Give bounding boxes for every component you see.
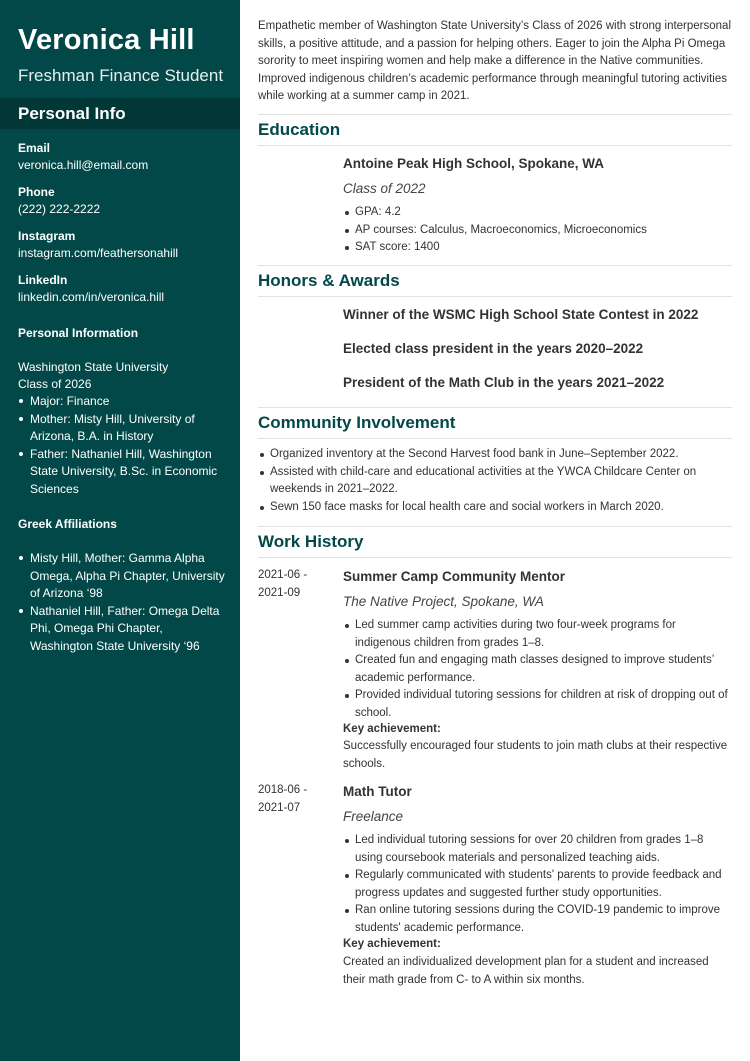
divider	[258, 114, 732, 115]
school-class: Class of 2022	[343, 181, 426, 196]
list-item: AP courses: Calculus, Macroeconomics, Microeconomics	[343, 222, 732, 240]
divider	[258, 438, 732, 439]
email-value[interactable]: veronica.hill@email.com	[18, 158, 149, 172]
candidate-role: Freshman Finance Student	[18, 66, 224, 85]
list-item: Father: Nathaniel Hill, Washington State University, B.Sc. in Economic Sciences	[18, 446, 228, 499]
job-bullets	[343, 832, 732, 937]
job-title: Math Tutor	[343, 784, 412, 799]
honor-item: President of the Math Club in the years 2021–2022	[343, 375, 665, 390]
education-heading: Education	[258, 120, 341, 139]
university-text: Washington State University	[18, 360, 169, 374]
community-list	[258, 446, 732, 516]
greek-affiliations-label: Greek Affiliations	[18, 517, 117, 531]
divider	[258, 145, 732, 146]
key-achievement-label: Key achievement:	[343, 938, 441, 950]
list-item: Misty Hill, Mother: Gamma Alpha Omega, Alpha Pi Chapter, University of Arizona ‘98	[18, 550, 228, 603]
list-item: Led individual tutoring sessions for over 20 children from grades 1–8 using coursebook materials and personalized teaching aids.	[343, 832, 732, 867]
list-item: Provided individual tutoring sessions for children at risk of dropping out of school.	[343, 687, 732, 722]
linkedin-value[interactable]: linkedin.com/in/veronica.hill	[18, 290, 165, 304]
linkedin-label: LinkedIn	[18, 273, 68, 287]
list-item: Mother: Misty Hill, University of Arizona, B.A. in History	[18, 411, 228, 446]
instagram-value[interactable]: instagram.com/feathersonahill	[18, 246, 179, 260]
community-heading: Community Involvement	[258, 413, 456, 432]
divider	[258, 557, 732, 558]
candidate-name: Veronica Hill	[18, 24, 195, 56]
sidebar	[0, 0, 240, 1061]
list-item: Led summer camp activities during two four-week programs for indigenous children from grades 1–8.	[343, 617, 732, 652]
education-details	[343, 204, 732, 257]
list-item: Organized inventory at the Second Harvest food bank in June–September 2022.	[258, 446, 732, 464]
job-title: Summer Camp Community Mentor	[343, 569, 566, 584]
job-dates: 2021-06 - 2021-09	[258, 569, 308, 599]
school-name: Antoine Peak High School, Spokane, WA	[343, 156, 605, 171]
list-item: Major: Finance	[18, 393, 228, 411]
list-item: Ran online tutoring sessions during the COVID-19 pandemic to improve students' academic performance.	[343, 902, 732, 937]
email-label: Email	[18, 141, 51, 155]
honor-item: Elected class president in the years 2020–2022	[343, 341, 644, 356]
list-item: SAT score: 1400	[343, 239, 732, 257]
phone-value[interactable]: (222) 222-2222	[18, 202, 101, 216]
personal-info-list	[18, 393, 228, 498]
list-item: Assisted with child-care and educational activities at the YWCA Childcare Center on weekends in 2021–2022.	[258, 464, 732, 499]
job-bullets	[343, 617, 732, 722]
honors-heading: Honors & Awards	[258, 271, 400, 290]
job-org: The Native Project, Spokane, WA	[343, 594, 544, 609]
key-achievement-text: Successfully encouraged four students to join math clubs at their respective schools.	[343, 740, 728, 770]
key-achievement-text: Created an individualized development plan for a student and increased their math grade from C- to A within six months.	[343, 956, 709, 986]
job-dates: 2018-06 - 2021-07	[258, 784, 308, 814]
divider	[258, 296, 732, 297]
list-item: GPA: 4.2	[343, 204, 732, 222]
class-text: Class of 2026	[18, 377, 92, 391]
list-item: Created fun and engaging math classes designed to improve students’ academic performance.	[343, 652, 732, 687]
list-item: Sewn 150 face masks for local health care and social workers in March 2020.	[258, 499, 732, 517]
divider	[258, 407, 732, 408]
list-item: Regularly communicated with students' parents to provide feedback and progress updates and suggested further study opportunities.	[343, 867, 732, 902]
instagram-label: Instagram	[18, 229, 76, 243]
personal-info-heading: Personal Info	[18, 104, 126, 123]
divider	[258, 265, 732, 266]
key-achievement-label: Key achievement:	[343, 723, 441, 735]
personal-information-label: Personal Information	[18, 326, 139, 340]
phone-label: Phone	[18, 185, 55, 199]
profile-summary: Empathetic member of Washington State University’s Class of 2026 with strong interpersonal skills, a positive attitude, and a passion for helping others. Eager to join the Alpha Pi Omega sorority to meet inspiring women and help make a difference in the Native communities. Improved indigenous children’s academic performance through meaningful tutoring activities while working at a summer camp in 2021.	[258, 20, 731, 102]
divider	[258, 526, 732, 527]
list-item: Nathaniel Hill, Father: Omega Delta Phi, Omega Phi Chapter, Washington State University ‘96	[18, 603, 228, 656]
work-heading: Work History	[258, 532, 364, 551]
honor-item: Winner of the WSMC High School State Contest in 2022	[343, 307, 699, 322]
greek-affiliations-list	[18, 550, 228, 655]
job-org: Freelance	[343, 809, 404, 824]
